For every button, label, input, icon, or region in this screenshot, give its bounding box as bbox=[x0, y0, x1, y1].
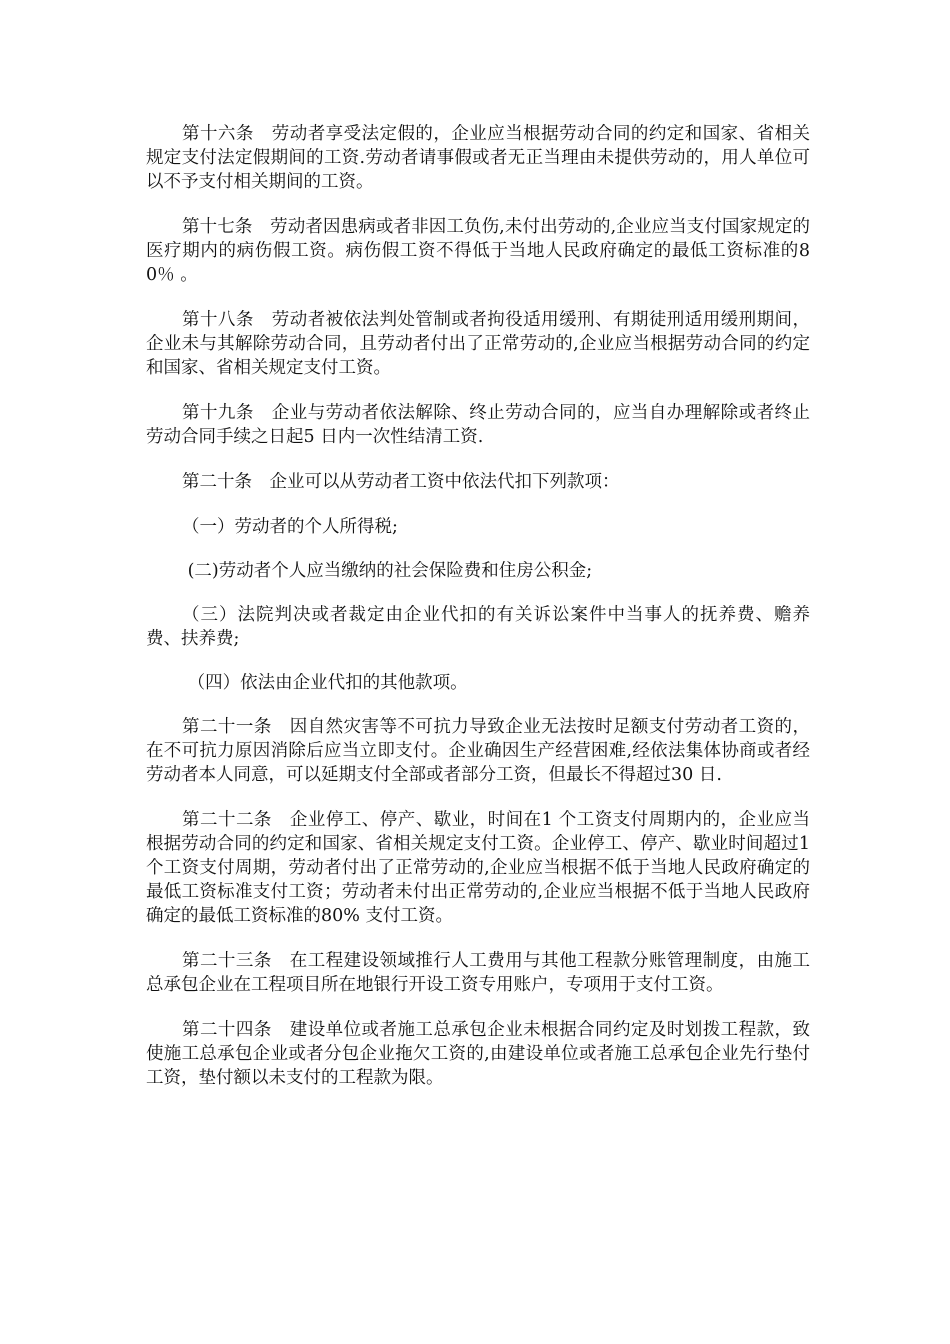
article-18-paragraph: 第十八条 劳动者被依法判处管制或者拘役适用缓刑、有期徒刑适用缓刑期间，企业未与其解除劳动合同，且劳动者付出了正常劳动的,企业应当根据劳动合同的约定和国家、省相关规定支付工资。 bbox=[146, 310, 810, 378]
article-17-paragraph: 第十七条 劳动者因患病或者非因工负伤,未付出劳动的,企业应当支付国家规定的医疗期内的病伤假工资。病伤假工资不得低于当地人民政府确定的最低工资标准的80％ 。 bbox=[146, 217, 810, 285]
document-page bbox=[146, 122, 810, 1111]
article-16-paragraph: 第十六条 劳动者享受法定假的，企业应当根据劳动合同的约定和国家、省相关规定支付法定假期间的工资.劳动者请事假或者无正当理由未提供劳动的，用人单位可以不予支付相关期间的工资。 bbox=[146, 124, 810, 192]
article-23-paragraph: 第二十三条 在工程建设领域推行人工费用与其他工程款分账管理制度，由施工总承包企业在工程项目所在地银行开设工资专用账户，专项用于支付工资。 bbox=[146, 951, 810, 995]
article-19-paragraph: 第十九条 企业与劳动者依法解除、终止劳动合同的，应当自办理解除或者终止劳动合同手续之日起5 日内一次性结清工资. bbox=[146, 403, 810, 447]
deduction-item-4: （四）依法由企业代扣的其他款项。 bbox=[182, 673, 468, 693]
article-21-paragraph: 第二十一条 因自然灾害等不可抗力导致企业无法按时足额支付劳动者工资的，在不可抗力原因消除后应当立即支付。企业确因生产经营困难,经依法集体协商或者经劳动者本人同意，可以延期支付全部或者部分工资，但最长不得超过30 日. bbox=[146, 717, 810, 785]
article-22-paragraph: 第二十二条 企业停工、停产、歇业，时间在1 个工资支付周期内的，企业应当根据劳动合同的约定和国家、省相关规定支付工资。企业停工、停产、歇业时间超过1个工资支付周期，劳动者付出了正常劳动的,企业应当根据不低于当地人民政府确定的最低工资标准支付工资；劳动者未付出正常劳动的,企业应当根据不低于当地人民政府确定的最低工资标准的80% 支付工资。 bbox=[146, 810, 810, 926]
deduction-item-1: （一）劳动者的个人所得税; bbox=[182, 517, 398, 537]
article-24-paragraph: 第二十四条 建设单位或者施工总承包企业未根据合同约定及时划拨工程款，致使施工总承包企业或者分包企业拖欠工资的,由建设单位或者施工总承包企业先行垫付工资，垫付额以未支付的工程款为限。 bbox=[146, 1020, 810, 1088]
deduction-item-3: （三）法院判决或者裁定由企业代扣的有关诉讼案件中当事人的抚养费、赡养费、扶养费; bbox=[146, 605, 810, 649]
deduction-item-2: (二)劳动者个人应当缴纳的社会保险费和住房公积金; bbox=[182, 561, 593, 581]
article-20-paragraph: 第二十条 企业可以从劳动者工资中依法代扣下列款项： bbox=[182, 472, 620, 492]
